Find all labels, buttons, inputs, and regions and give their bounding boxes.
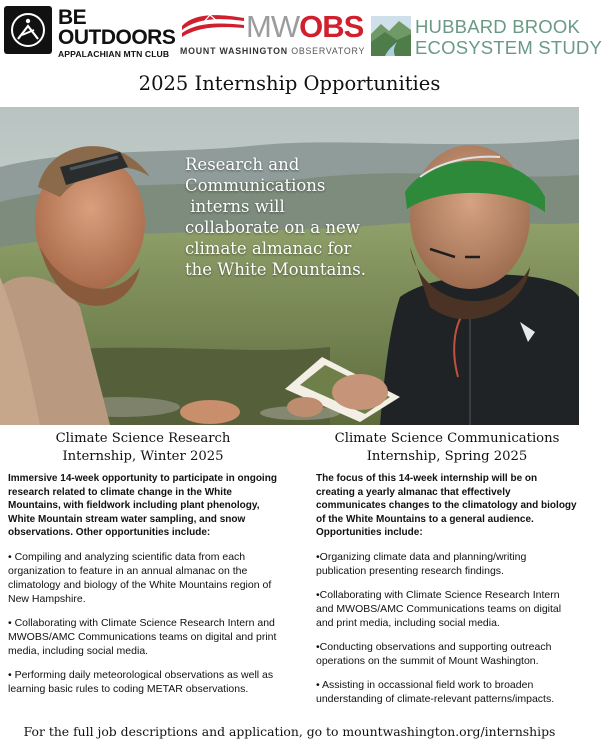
hubbard-line1: HUBBARD BROOK (415, 16, 581, 37)
communications-intro: The focus of this 14-week internship will be on creating a yearly almanac that effectively communicates changes to the climatology and biology of the White Mountains to a general audience. Opportunities include: (316, 473, 577, 538)
mwobs-obs: OBS (299, 9, 364, 44)
research-bullet: • Collaborating with Climate Science Research Intern and MWOBS/AMC Communications teams on digital and print media, including social media. (8, 616, 277, 657)
communications-bullet: •Organizing climate data and planning/writing publication presenting research findings. (316, 550, 527, 577)
hero-photo (0, 107, 579, 425)
mwobs-subtitle-bold: MOUNT WASHINGTON (180, 46, 288, 56)
research-intro: Immersive 14-week opportunity to participate in ongoing research related to climate change in the White Mountains, with fieldwork including plant phenology, White Mountain stream water sampling, and snow observations. Other opportunities include: (8, 473, 277, 538)
amc-logo (4, 6, 176, 60)
caption-line: Communications (185, 176, 326, 195)
caption-line: interns will (185, 197, 285, 216)
amc-line1: BE (58, 6, 87, 29)
page-title: 2025 Internship Opportunities (138, 72, 441, 95)
mwobs-mountain-swoosh-icon (180, 10, 246, 40)
research-bullet: • Compiling and analyzing scientific data from each organization to feature in an annual almanac on the climatology and biology of the White Mountains region of New Hampshire. (8, 550, 272, 605)
caption-line: the White Mountains. (185, 260, 366, 279)
communications-bullet: •Collaborating with Climate Science Research Intern and MWOBS/AMC Communications teams on digital and print media, including social media. (316, 588, 562, 629)
communications-bullet: •Conducting observations and supporting outreach operations on the summit of Mount Washington. (316, 640, 552, 667)
communications-bullet: • Assisting in occassional field work to broaden understanding of climate-relevant patterns/impacts. (316, 678, 555, 705)
photo-caption (185, 154, 385, 280)
logo-bar (0, 0, 602, 66)
caption-line: collaborate on a new (185, 218, 360, 237)
research-bullet: • Performing daily meteorological observations as well as learning basic rules to coding METAR observations. (8, 668, 274, 695)
caption-line: climate almanac for (185, 239, 352, 258)
amc-line2: OUTDOORS (58, 26, 176, 49)
mwobs-subtitle (180, 46, 365, 56)
amc-emblem-icon (4, 6, 52, 54)
hubbard-forest-stream-icon (371, 16, 411, 56)
amc-subtitle: APPALACHIAN MTN CLUB (58, 49, 170, 59)
communications-internship-column (316, 430, 578, 706)
heading-line: Internship, Winter 2025 (62, 449, 224, 464)
footer-application-link: For the full job descriptions and application, go to mountwashington.org/internships (23, 724, 556, 739)
heading-line: Internship, Spring 2025 (366, 449, 528, 464)
mwobs-logo (180, 10, 366, 58)
caption-line: Research and (185, 155, 300, 174)
research-internship-heading (8, 430, 278, 466)
mwobs-wordmark (246, 11, 363, 43)
communications-internship-heading (316, 430, 578, 466)
mwobs-subtitle-rest: OBSERVATORY (291, 46, 366, 56)
hubbard-line2: ECOSYSTEM STUDY (415, 37, 602, 58)
research-internship-column (8, 430, 278, 696)
mwobs-mw: MW (246, 9, 300, 44)
heading-line: Climate Science Research (55, 431, 231, 446)
heading-line: Climate Science Communications (334, 431, 560, 446)
hubbard-logo (371, 16, 602, 62)
